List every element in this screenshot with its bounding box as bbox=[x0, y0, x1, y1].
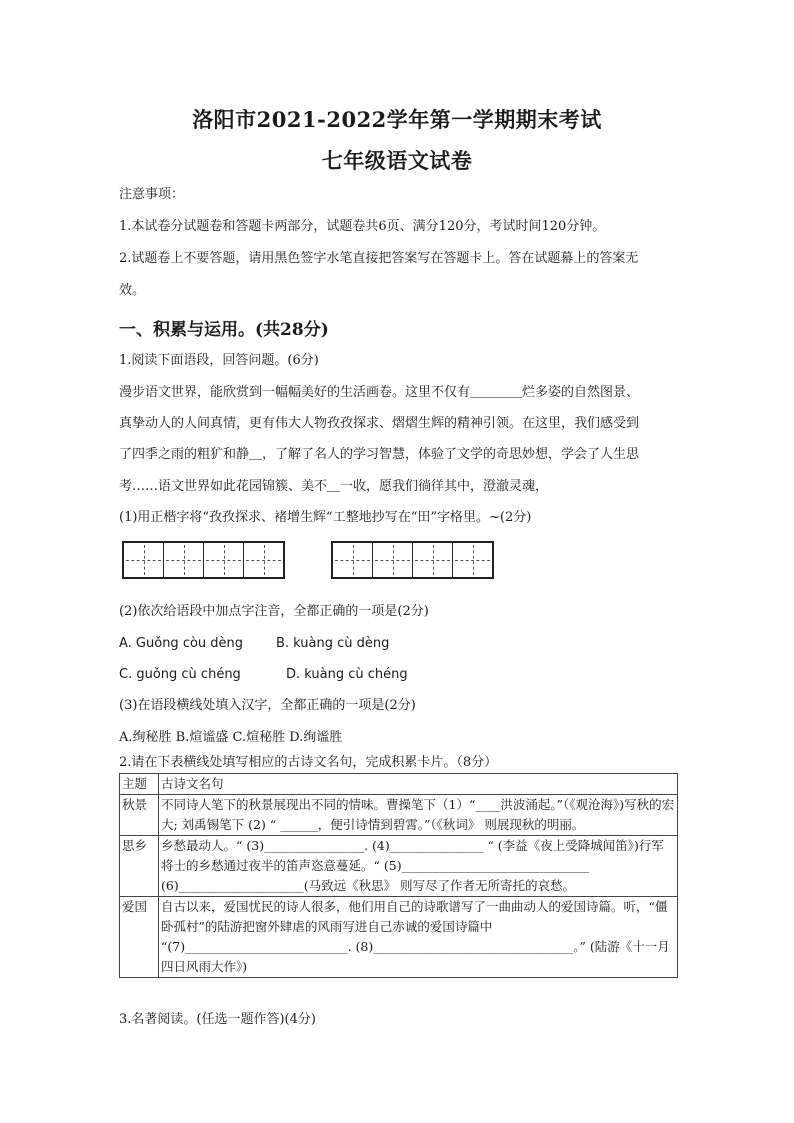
q2-prompt: 2.请在下表横线处填写相应的古诗文名句，完成积累卡片。（8分） bbox=[119, 755, 498, 770]
header-content: 古诗文名句 bbox=[159, 774, 678, 795]
row-text: 乡愁最动人。“ (3)________________. (4)_______________ “ (李益《夜上受降城闻笛》)行军将士的乡愁通过夜半的笛声恣意蔓延。“ (5)______________________________ (6)____________________(马致远《秋思》 则写尽了作者无所寄托的哀愁。 bbox=[159, 836, 678, 897]
tianzige-cell[interactable] bbox=[373, 543, 413, 577]
accumulation-card-table bbox=[119, 773, 678, 978]
q1-passage-line-1: 漫步语文世界，能欣赏到一幅幅美好的生活画卷。这里不仅有＿＿＿＿烂多姿的自然图景、 bbox=[119, 385, 640, 400]
table-row bbox=[120, 897, 678, 978]
row-theme: 爱国 bbox=[120, 897, 159, 978]
tianzige-cell[interactable] bbox=[333, 543, 373, 577]
q1-sub2: (2)依次给语段中加点字注音，全都正确的一项是(2分) bbox=[119, 604, 429, 619]
q1-option-a: A. Guǒng còu dèng bbox=[119, 636, 244, 651]
q1-option-c: C. guǒng cù chéng bbox=[119, 667, 241, 682]
q1-passage-line-4: 考……语文世界如此花园锦簇、美不＿一收，愿我们徜徉其中，澄澈灵魂， bbox=[119, 479, 549, 494]
tianzige-cell[interactable] bbox=[124, 543, 164, 577]
row-theme: 思乡 bbox=[120, 836, 159, 897]
notes-heading: 注意事项： bbox=[119, 187, 185, 202]
notes-item-2-line-1: 2.试题卷上不要答题，请用黑色签字水笔直接把答案写在答题卡上。答在试题幕上的答案无 bbox=[119, 251, 639, 266]
header-theme: 主题 bbox=[120, 774, 159, 795]
exam-title: 洛阳市2021-2022学年第一学期期末考试 bbox=[192, 107, 602, 132]
row-theme: 秋景 bbox=[120, 795, 159, 836]
q1-sub3: (3)在语段横线处填入汉字，全都正确的一项是(2分) bbox=[119, 698, 416, 713]
row-text: 自古以来，爱国忧民的诗人很多，他们用自己的诗歌谱写了一曲曲动人的爱国诗篇。听，“僵卧孤村”的陆游把窗外肆虐的风雨写进自己赤诚的爱国诗篇中 “(7)__________________________. (8)________________________________。” (陆游《十一月四日风雨大作》) bbox=[159, 897, 678, 978]
q1-option-d: D. kuàng cù chéng bbox=[286, 667, 408, 682]
q1-sub1: (1)用正楷字将“孜孜探求、褚增生辉“工整地抄写在“田”字格里。~(2分) bbox=[119, 510, 532, 525]
notes-item-2-line-2: 效。 bbox=[119, 283, 146, 298]
q1-passage-line-3: 了四季之雨的粗犷和静＿，了解了名人的学习智慧，体验了文学的奇思妙想，学会了人生思 bbox=[119, 447, 640, 462]
q3-prompt: 3.名著阅读。(任选一题作答)(4分) bbox=[119, 1012, 316, 1027]
table-header-row bbox=[120, 774, 678, 795]
tianzige-cell[interactable] bbox=[164, 543, 204, 577]
exam-subtitle: 七年级语文试卷 bbox=[321, 148, 473, 173]
tianzige-cell[interactable] bbox=[244, 543, 283, 577]
tianzige-cell[interactable] bbox=[413, 543, 453, 577]
tianzige-grid-1[interactable] bbox=[122, 541, 285, 579]
q1-passage-line-2: 真挚动人的人间真情，更有伟大人物孜孜探求、熠熠生辉的精神引领。在这里，我们感受到 bbox=[119, 416, 640, 431]
table-row bbox=[120, 795, 678, 836]
q1-option-b: B. kuàng cù dèng bbox=[276, 636, 390, 651]
row-text: 不同诗人笔下的秋景展现出不同的情味。曹操笔下（1）“____洪波涌起。”（《观沧海》)写秋的宏大; 刘禹锡笔下 (2) “ ______，便引诗情到碧霄。”（《秋词》 则展现秋的明丽。 bbox=[159, 795, 678, 836]
tianzige-cell[interactable] bbox=[204, 543, 244, 577]
tianzige-grid-2[interactable] bbox=[331, 541, 494, 579]
tianzige-cell[interactable] bbox=[453, 543, 492, 577]
section-1-heading: 一、积累与运用。(共28分) bbox=[119, 320, 329, 340]
q1-prompt: 1.阅读下面语段，回答问题。(6分) bbox=[119, 353, 319, 368]
q1-sub3-options: A.绚秘胜 B.煊谧盛 C.煊秘胜 D.绚谧胜 bbox=[119, 730, 343, 745]
table-row bbox=[120, 836, 678, 897]
notes-item-1: 1.本试卷分试题卷和答题卡两部分，试题卷共6页、满分120分，考试时间120分钟。 bbox=[119, 219, 606, 234]
